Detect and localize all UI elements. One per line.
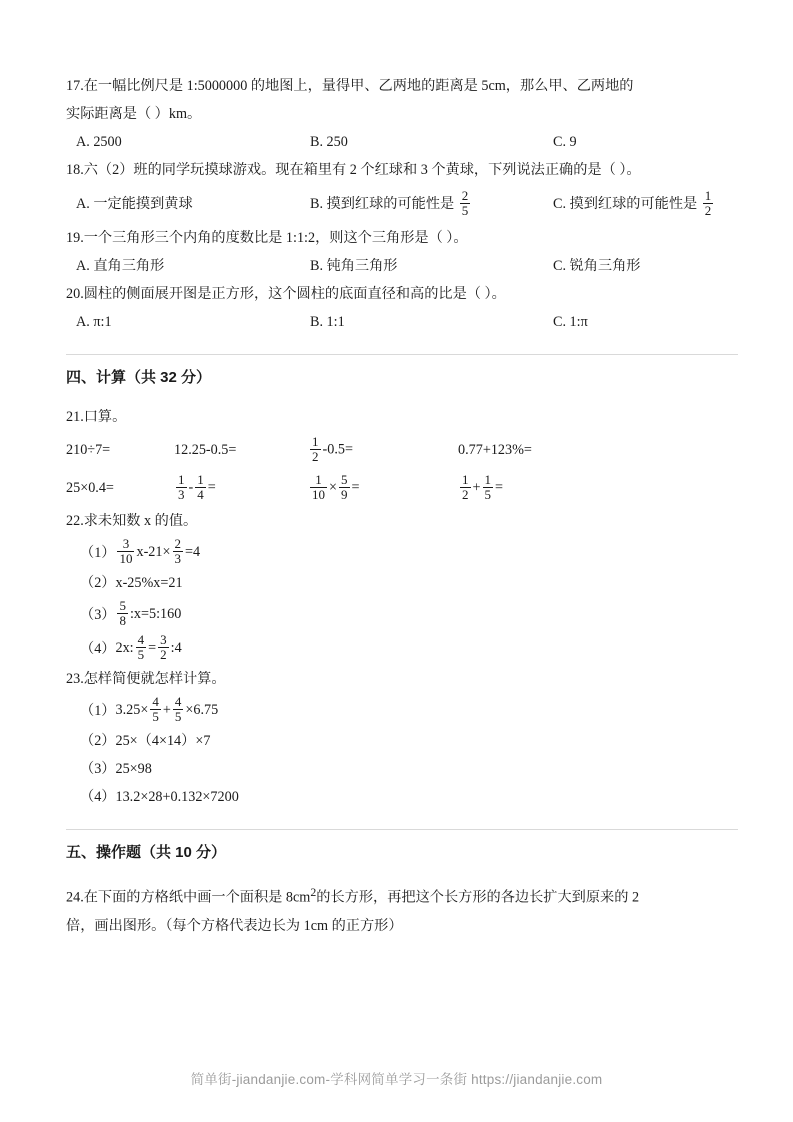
item-tail: =4 <box>185 543 201 560</box>
question-17 <box>66 72 738 156</box>
question-24-stem-line2: 倍，画出图形。（每个方格代表边长为 1cm 的正方形） <box>66 917 403 934</box>
question-18-option-b-label: B. 摸到红球的可能性是 <box>310 195 455 212</box>
fraction-denominator: 2 <box>462 486 469 502</box>
fraction-numerator: 1 <box>315 471 322 487</box>
item-tail: ×6.75 <box>185 701 219 718</box>
fraction-numerator: 3 <box>160 631 167 647</box>
question-19-option-b[interactable]: B. 钝角三角形 <box>310 258 398 274</box>
fraction-denominator: 5 <box>152 708 159 724</box>
fraction-denominator: 2 <box>312 448 319 464</box>
fraction <box>117 599 128 628</box>
fraction-numerator: 1 <box>312 433 319 449</box>
fraction-numerator: 1 <box>462 471 469 487</box>
question-22-item-3 <box>66 597 738 631</box>
question-23-item-4 <box>66 783 738 811</box>
item-tail: :4 <box>170 639 182 656</box>
fraction-denominator: 5 <box>174 708 182 724</box>
question-24-stem-line1 <box>66 878 738 912</box>
fraction <box>158 633 169 662</box>
fraction-numerator: 2 <box>174 535 181 551</box>
fraction-numerator: 5 <box>119 597 126 613</box>
question-18-option-c[interactable] <box>553 187 738 219</box>
question-22-item-1 <box>66 535 738 569</box>
question-23-item-3 <box>66 755 738 783</box>
item-text: 25×98 <box>115 761 152 777</box>
question-24-text-a: 24.在下面的方格纸中画一个面积是 8cm <box>66 889 311 906</box>
fraction-numerator: 1 <box>484 471 492 487</box>
fraction-denominator: 3 <box>178 486 185 502</box>
question-24-text-b: 的长方形，再把这个长方形的各边长扩大到原来的 2 <box>316 889 640 906</box>
question-19-options <box>66 252 738 280</box>
item-label: （2） <box>80 575 116 591</box>
fraction <box>150 695 161 724</box>
question-23 <box>66 665 738 811</box>
fraction <box>310 473 327 502</box>
operator: - <box>188 479 194 496</box>
question-23-item-2 <box>66 727 738 755</box>
question-18 <box>66 156 738 224</box>
question-18-option-b[interactable] <box>310 187 553 219</box>
question-19-stem-line1: 19.一个三角形三个内角的度数比是 1:1:2，则这个三角形是（ ）。 <box>66 230 468 246</box>
fraction-denominator: 5 <box>484 486 492 502</box>
calc-cell <box>308 433 458 465</box>
question-21-title: 21.口算。 <box>66 409 127 425</box>
fraction-numerator: 1 <box>197 471 204 487</box>
item-label: （2） <box>80 733 116 749</box>
question-20-option-a[interactable]: A. π:1 <box>76 314 112 330</box>
question-17-option-b[interactable]: B. 250 <box>310 134 348 150</box>
fraction <box>195 473 206 502</box>
equals-sign: = <box>351 479 360 496</box>
fraction <box>136 633 147 662</box>
operator: + <box>162 701 171 718</box>
fraction <box>483 473 494 502</box>
operator: × <box>329 479 338 496</box>
equals-sign: = <box>495 479 504 496</box>
fraction-denominator: 5 <box>137 646 145 662</box>
fraction <box>339 473 350 502</box>
question-20-options <box>66 308 738 336</box>
fraction-denominator: 10 <box>312 486 325 502</box>
fraction <box>173 537 184 566</box>
question-20 <box>66 280 738 336</box>
fraction-denominator: 4 <box>197 486 204 502</box>
item-mid: x-21× <box>136 543 171 560</box>
fraction-numerator: 1 <box>704 187 712 203</box>
item-text: x-25%x=21 <box>115 575 183 591</box>
item-tail: :x=5:160 <box>129 605 182 622</box>
fraction-numerator: 3 <box>122 535 130 551</box>
question-22 <box>66 507 738 665</box>
question-18-options <box>66 184 738 224</box>
item-text: 25×（4×14）×7 <box>115 733 211 749</box>
item-label: （4） <box>80 641 116 657</box>
question-24 <box>66 878 738 940</box>
fraction <box>173 695 184 724</box>
question-20-option-c[interactable]: C. 1:π <box>553 314 588 330</box>
question-17-options <box>66 128 738 156</box>
item-text: 13.2×28+0.132×7200 <box>115 789 239 805</box>
fraction-denominator: 2 <box>704 202 712 218</box>
item-prefix: 3.25× <box>115 701 149 718</box>
question-18-option-a[interactable]: A. 一定能摸到黄球 <box>76 196 193 212</box>
question-21-row-2 <box>66 469 738 507</box>
calc-cell: 210÷7= <box>66 441 111 458</box>
question-24-superscript: 2 <box>310 885 317 899</box>
question-20-option-b[interactable]: B. 1:1 <box>310 314 345 330</box>
question-21 <box>66 403 738 507</box>
question-22-item-4 <box>66 631 738 665</box>
page-content <box>66 72 738 940</box>
footer-watermark: 简单街-jiandanjie.com-学科网简单学习一条街 https://jiandanjie.com <box>190 1072 603 1087</box>
calc-cell <box>174 471 308 503</box>
fraction-numerator: 2 <box>461 187 469 203</box>
question-17-option-a[interactable]: A. 2500 <box>76 134 122 150</box>
question-18-option-c-fraction <box>703 189 714 218</box>
question-18-option-c-label: C. 摸到红球的可能性是 <box>553 195 698 212</box>
fraction <box>460 473 471 502</box>
question-23-item-1 <box>66 693 738 727</box>
question-17-option-c[interactable]: C. 9 <box>553 134 577 150</box>
fraction-numerator: 4 <box>174 693 182 709</box>
calc-cell: 12.25-0.5= <box>174 441 237 458</box>
question-17-stem-line1: 17.在一幅比例尺是 1:5000000 的地图上，量得甲、乙两地的距离是 5cm，那么甲、乙两地的 <box>66 78 634 94</box>
operator: + <box>472 479 481 496</box>
section-five-heading: 五、操作题（共 10 分） <box>66 844 227 861</box>
calc-cell <box>308 471 458 503</box>
question-20-stem-line1: 20.圆柱的侧面展开图是正方形，这个圆柱的底面直径和高的比是（ ）。 <box>66 286 506 302</box>
question-18-option-b-fraction <box>460 189 471 218</box>
fraction-numerator: 4 <box>152 693 159 709</box>
item-label: （4） <box>80 789 116 805</box>
question-22-title: 22.求未知数 x 的值。 <box>66 513 198 529</box>
fraction-denominator: 5 <box>461 202 469 218</box>
fraction-denominator: 8 <box>119 612 126 628</box>
question-18-stem-line1: 18.六（2）班的同学玩摸球游戏。现在箱里有 2 个红球和 3 个黄球，下列说法正确的是（ ）。 <box>66 162 641 178</box>
fraction <box>176 473 187 502</box>
fraction-numerator: 1 <box>178 471 185 487</box>
calc-cell: 0.77+123%= <box>458 441 532 458</box>
question-19-option-a[interactable]: A. 直角三角形 <box>76 258 165 274</box>
calc-cell <box>458 471 628 503</box>
fraction <box>310 435 321 464</box>
question-19-option-c[interactable]: C. 锐角三角形 <box>553 258 641 274</box>
item-mid: 2x: <box>115 639 134 656</box>
calc-cell-suffix: -0.5= <box>322 441 353 458</box>
question-17-stem-line2: 实际距离是（ ）km。 <box>66 106 202 122</box>
fraction-denominator: 9 <box>341 486 348 502</box>
question-22-item-2 <box>66 569 738 597</box>
fraction <box>117 537 134 566</box>
fraction-denominator: 3 <box>174 550 181 566</box>
fraction-denominator: 10 <box>119 550 133 566</box>
item-label: （1） <box>80 703 116 719</box>
calc-cell: 25×0.4= <box>66 479 114 496</box>
equals-sign: = <box>148 639 157 656</box>
fraction-numerator: 4 <box>137 631 145 647</box>
equals-sign: = <box>207 479 216 496</box>
section-four <box>66 354 738 389</box>
question-21-row-1 <box>66 431 738 469</box>
item-label: （1） <box>80 545 116 561</box>
item-label: （3） <box>80 607 116 623</box>
fraction-numerator: 5 <box>341 471 348 487</box>
question-23-title: 23.怎样简便就怎样计算。 <box>66 671 226 687</box>
item-label: （3） <box>80 761 116 777</box>
section-five <box>66 829 738 864</box>
fraction-denominator: 2 <box>160 646 167 662</box>
section-four-heading: 四、计算（共 32 分） <box>66 369 212 386</box>
question-19 <box>66 224 738 280</box>
